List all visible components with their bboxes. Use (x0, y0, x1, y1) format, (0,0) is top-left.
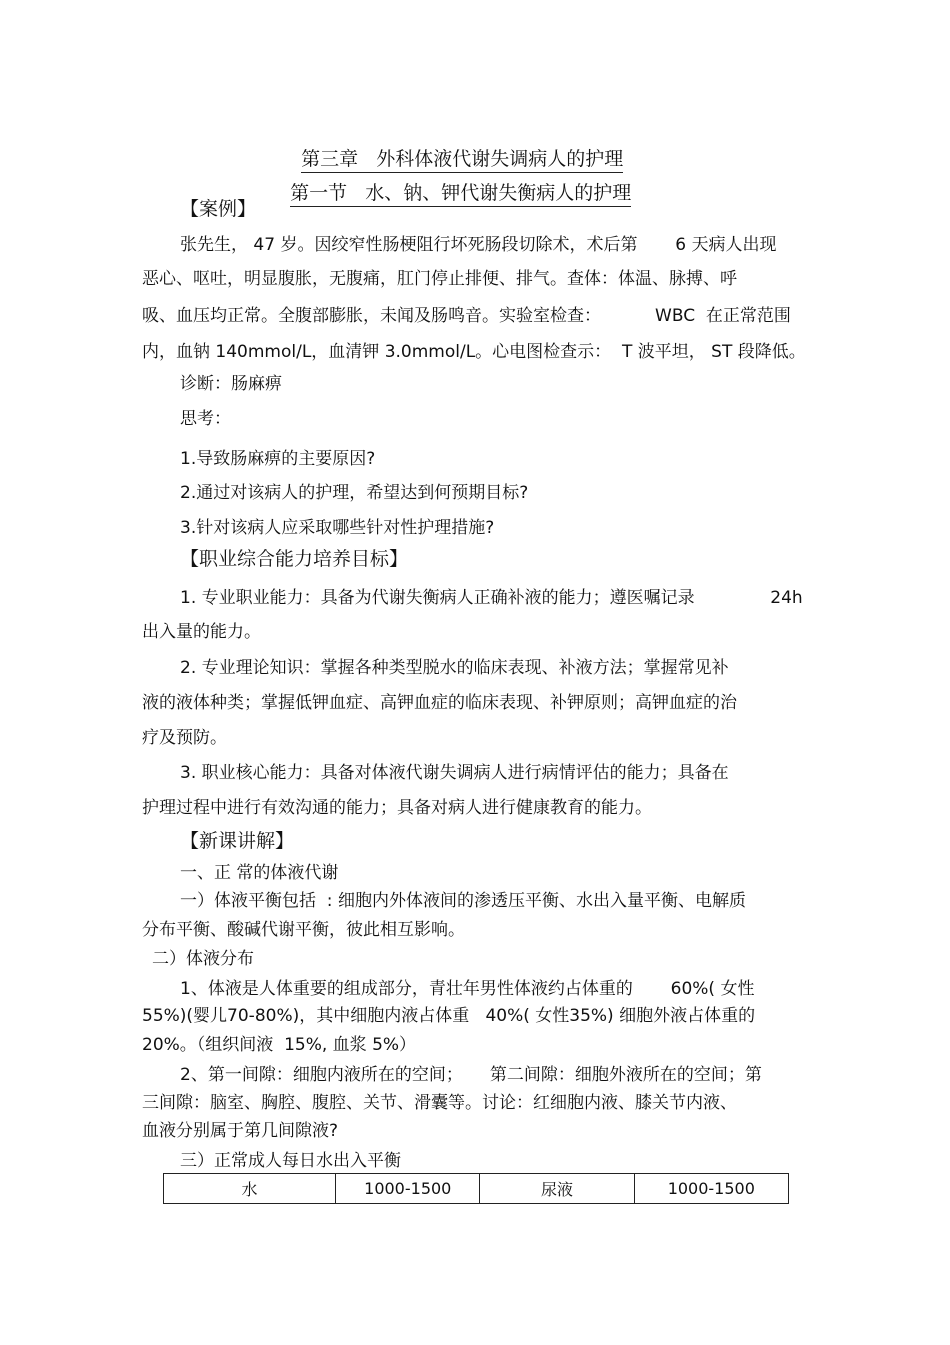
lecture-line: 三间隙：脑室、胸腔、腹腔、关节、滑囊等。讨论：红细胞内液、膝关节内液、 (142, 1093, 737, 1113)
goals-line: 2. 专业理论知识：掌握各种类型脱水的临床表现、补液方法；掌握常见补 (180, 658, 729, 678)
table-row (164, 1174, 789, 1204)
case-heading: 【案例】 (180, 198, 257, 220)
case-think: 思考： (180, 409, 231, 429)
lecture-line: 三）正常成人每日水出入平衡 (180, 1151, 401, 1171)
lecture-line: 分布平衡、酸碱代谢平衡，彼此相互影响。 (142, 920, 465, 940)
case-line: 内，血钠 140mmol/L，血清钾 3.0mmol/L。心电图检查示： T 波平坦， ST 段降低。 (142, 342, 806, 362)
section-title: 第一节 水、钠、钾代谢失衡病人的护理 (278, 160, 631, 204)
water-balance-table (163, 1173, 789, 1204)
table-cell: 1000-1500 (634, 1174, 788, 1204)
table-cell: 尿液 (480, 1174, 634, 1204)
lecture-line: 二）体液分布 (152, 949, 254, 969)
question-item: 1.导致肠麻痹的主要原因? (180, 449, 376, 469)
table-cell: 1000-1500 (336, 1174, 480, 1204)
chapter-title: 第三章 外科体液代谢失调病人的护理 (289, 126, 623, 170)
goals-heading: 【职业综合能力培养目标】 (180, 548, 409, 570)
case-diagnosis: 诊断：肠麻痹 (180, 374, 282, 394)
goals-line: 3. 职业核心能力：具备对体液代谢失调病人进行病情评估的能力；具备在 (180, 763, 729, 783)
goals-line: 疗及预防。 (142, 728, 227, 748)
case-line: 恶心、呕吐，明显腹胀，无腹痛，肛门停止排便、排气。查体：体温、脉搏、呼 (142, 269, 737, 289)
case-line: 张先生， 47 岁。因绞窄性肠梗阻行坏死肠段切除术，术后第 6 天病人出现 (180, 235, 777, 255)
lecture-heading: 【新课讲解】 (180, 830, 295, 852)
lecture-line: 血液分别属于第几间隙液? (142, 1121, 339, 1141)
table-cell: 水 (164, 1174, 336, 1204)
lecture-line: 20%。（组织间液 15%, 血浆 5%） (142, 1035, 417, 1055)
question-item: 2.通过对该病人的护理，希望达到何预期目标? (180, 483, 529, 503)
lecture-line: 一）体液平衡包括 : 细胞内外体液间的渗透压平衡、水出入量平衡、电解质 (180, 891, 746, 911)
goals-line: 液的液体种类；掌握低钾血症、高钾血症的临床表现、补钾原则；高钾血症的治 (142, 693, 737, 713)
case-line: 吸、血压均正常。全腹部膨胀，未闻及肠鸣音。实验室检查： WBC 在正常范围 (142, 306, 791, 326)
question-item: 3.针对该病人应采取哪些针对性护理措施? (180, 518, 495, 538)
goals-line: 护理过程中进行有效沟通的能力；具备对病人进行健康教育的能力。 (142, 798, 652, 818)
lecture-line: 2、第一间隙：细胞内液所在的空间； 第二间隙：细胞外液所在的空间；第 (180, 1065, 762, 1085)
lecture-line: 55%)(婴儿70-80%)，其中细胞内液占体重 40%( 女性35%) 细胞外液占体重的 (142, 1006, 756, 1026)
lecture-line: 一、正 常的体液代谢 (180, 863, 339, 883)
goals-line: 出入量的能力。 (142, 622, 261, 642)
goals-line: 1. 专业职业能力：具备为代谢失衡病人正确补液的能力；遵医嘱记录 24h (180, 588, 803, 608)
lecture-line: 1、体液是人体重要的组成部分，青壮年男性体液约占体重的 60%( 女性 (180, 979, 755, 999)
